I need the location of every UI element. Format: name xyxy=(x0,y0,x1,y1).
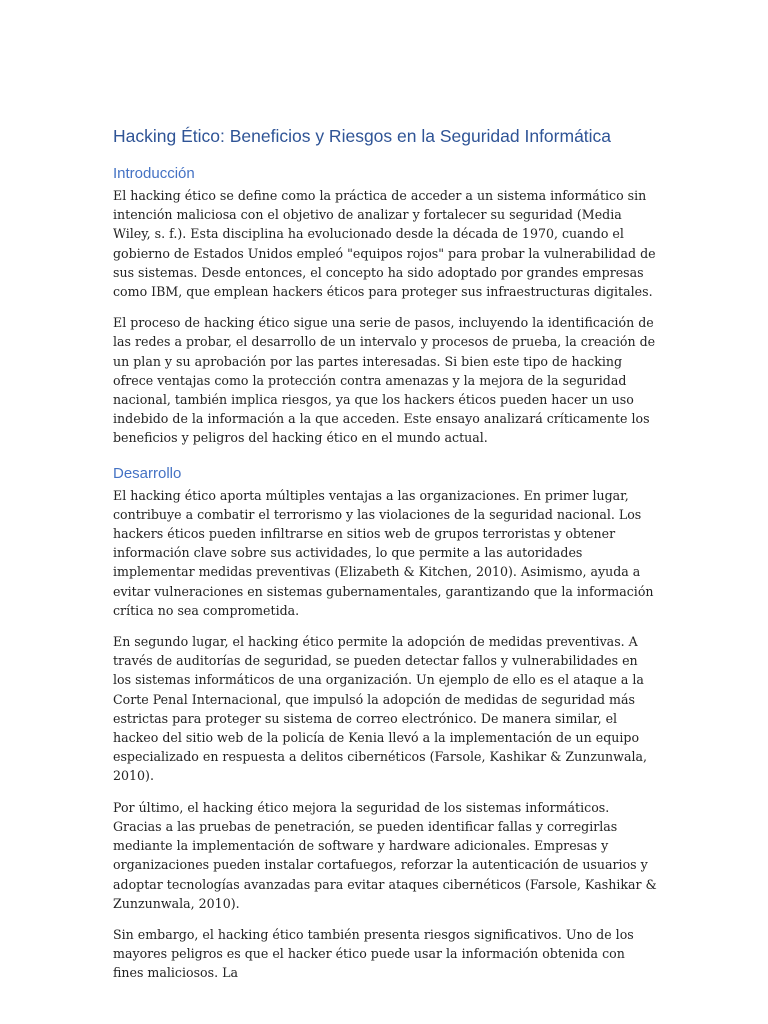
section-heading-introduccion: Introducción xyxy=(113,165,195,182)
paragraph: Por último, el hacking ético mejora la seguridad de los sistemas informáticos. Gracias a las pruebas de penetración, se pueden identificar fallas y corregirlas mediante la implementación de software y hardware adicionales. Empresas y organizaciones pueden instalar cortafuegos, reforzar la autenticación de usuarios y adoptar tecnologías avanzadas para evitar ataques cibernéticos (Farsole, Kashikar & Zunzunwala, 2010). xyxy=(113,799,657,911)
paragraph: El hacking ético aporta múltiples ventajas a las organizaciones. En primer lugar, contribuye a combatir el terrorismo y las violaciones de la seguridad nacional. Los hackers éticos pueden infiltrarse en sitios web de grupos terroristas y obtener información clave sobre sus actividades, lo que permite a las autoridades implementar medidas preventivas (Elizabeth & Kitchen, 2010). Asimismo, ayuda a evitar vulneraciones en sistemas gubernamentales, garantizando que la información crítica no sea comprometida. xyxy=(113,487,654,618)
document-body xyxy=(113,124,658,983)
paragraph: El proceso de hacking ético sigue una serie de pasos, incluyendo la identificación de las redes a probar, el desarrollo de un intervalo y procesos de prueba, la creación de un plan y su aprobación por las partes interesadas. Si bien este tipo de hacking ofrece ventajas como la protección contra amenazas y la mejora de la seguridad nacional, también implica riesgos, ya que los hackers éticos pueden hacer un uso indebido de la información a la que acceden. Este ensayo analizará críticamente los beneficios y peligros del hacking ético en el mundo actual. xyxy=(113,315,656,446)
paragraph: En segundo lugar, el hacking ético permite la adopción de medidas preventivas. A través de auditorías de seguridad, se pueden detectar fallos y vulnerabilidades en los sistemas informáticos de una organización. Un ejemplo de ello es el ataque a la Corte Penal Internacional, que impulsó la adopción de medidas de seguridad más estrictas para proteger su sistema de correo electrónico. De manera similar, el hackeo del sitio web de la policía de Kenia llevó a la implementación de un equipo especializado en respuesta a delitos cibernéticos (Farsole, Kashikar & Zunzunwala, 2010). xyxy=(113,634,647,784)
section-heading-desarrollo: Desarrollo xyxy=(113,464,182,482)
paragraph: Sin embargo, el hacking ético también presenta riesgos significativos. Uno de los mayores peligros es que el hacker ético puede usar la información obtenida con fines maliciosos. La xyxy=(113,926,634,981)
paragraph: El hacking ético se define como la práctica de acceder a un sistema informático sin intención maliciosa con el objetivo de analizar y fortalecer su seguridad (Media Wiley, s. f.). Esta disciplina ha evolucionado desde la década de 1970, cuando el gobierno de Estados Unidos empleó "equipos rojos" para probar la vulnerabilidad de sus sistemas. Desde entonces, el concepto ha sido adoptado por grandes empresas como IBM, que emplean hackers éticos para proteger sus infraestructuras digitales. xyxy=(113,188,656,300)
document-title: Hacking Ético: Beneficios y Riesgos en la Seguridad Informática xyxy=(113,126,612,146)
